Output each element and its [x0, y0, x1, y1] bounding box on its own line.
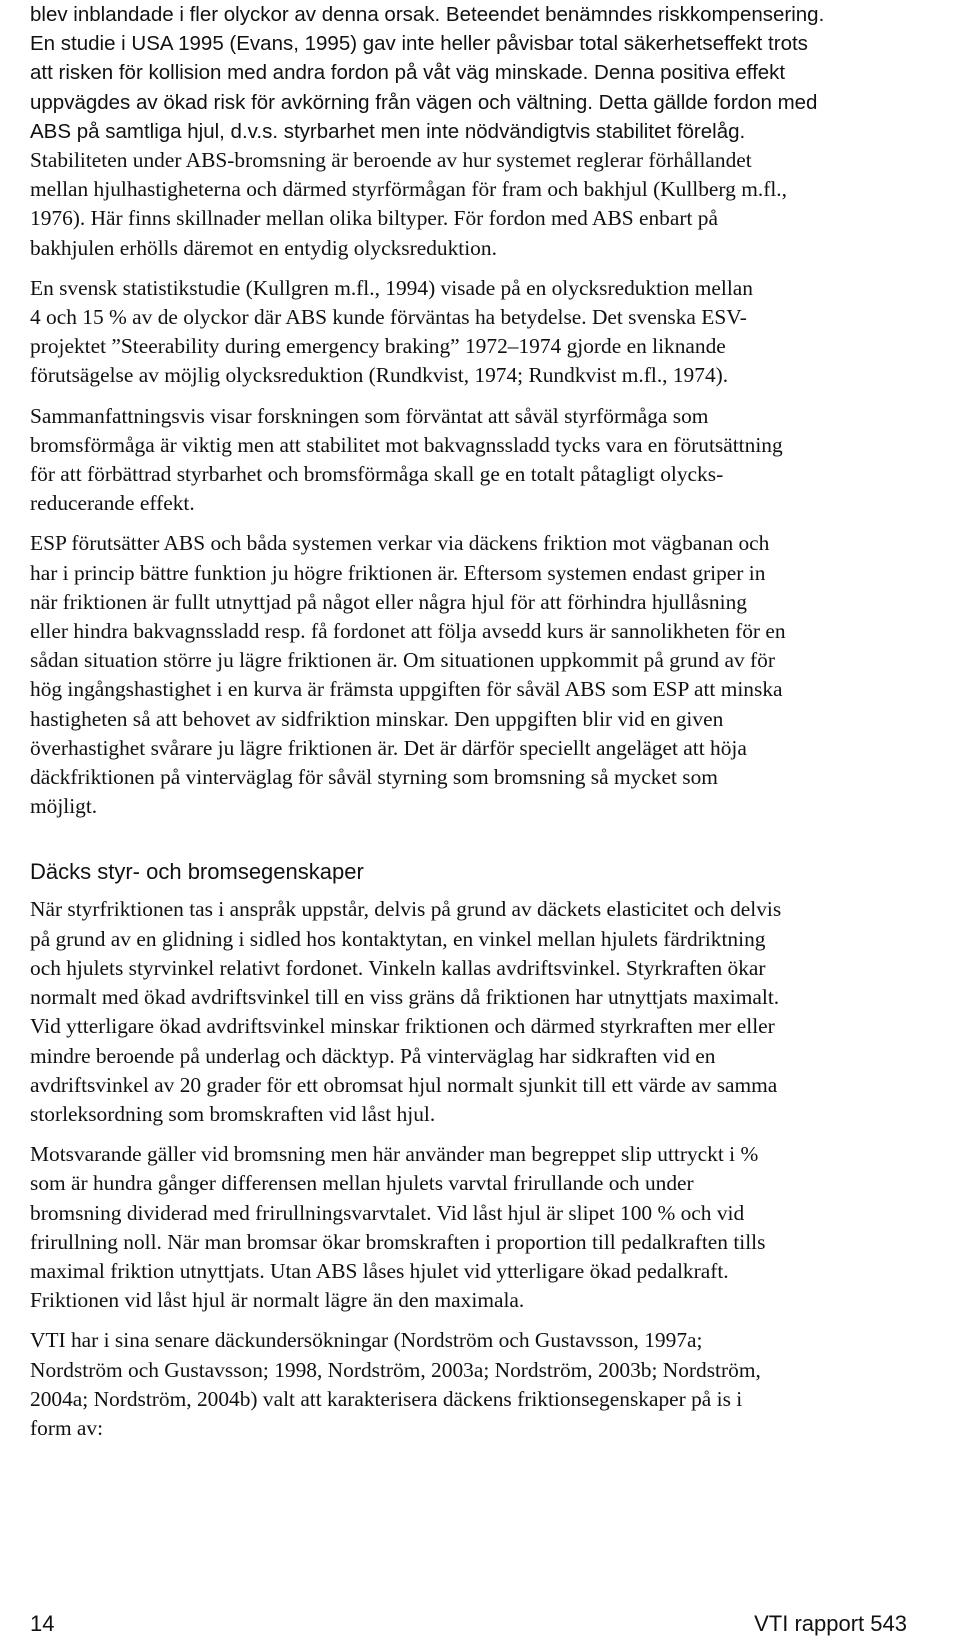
- section-heading: Däcks styr- och bromsegenskaper: [30, 859, 364, 885]
- text-segment: och hjulets styrvinkel relativt fordonet. Vinkeln kallas avdriftsvinkel. Styrkraften ökar: [30, 955, 766, 980]
- text-line: [30, 646, 935, 675]
- text-segment: maximal friktion utnyttjats. Utan ABS låses hjulet vid ytterligare ökad pedalkraft.: [30, 1258, 729, 1283]
- text-segment: överhastighet svårare ju lägre friktionen är. Det är därför speciellt angeläget att höja: [30, 735, 747, 760]
- text-line: [30, 431, 935, 460]
- text-segment: VTI har i sina senare däckundersökningar (Nordström och Gustavsson, 1997a;: [30, 1328, 703, 1353]
- text-segment: frirullning noll. När man bromsar ökar bromskraften i proportion till pedalkraften tills: [30, 1229, 766, 1254]
- paragraph: [30, 1140, 935, 1315]
- text-line: [30, 175, 935, 204]
- text-segment: ESP förutsätter ABS och båda systemen verkar via däckens friktion mot vägbanan och: [30, 531, 770, 556]
- text-segment: projektet ”Steerability during emergency braking” 1972–1974 gjorde en liknande: [30, 334, 726, 359]
- text-line: [30, 792, 935, 821]
- text-segment: bromsförmåga är viktig men att stabilitet mot bakvagnssladd tycks vara en förutsättning: [30, 432, 783, 457]
- text-line: [30, 1228, 935, 1257]
- paragraph: [30, 0, 935, 263]
- text-line: [30, 1356, 935, 1385]
- text-segment: uppvägdes av ökad risk för avkörning från vägen och vältning. Detta gällde fordon med: [30, 90, 818, 114]
- text-line: [30, 1012, 935, 1041]
- text-line: [30, 763, 935, 792]
- paragraph: [30, 402, 935, 519]
- text-segment: storleksordning som bromskraften vid låst hjul.: [30, 1101, 436, 1126]
- text-line: [30, 954, 935, 983]
- text-line: [30, 1414, 935, 1443]
- text-line: [30, 1071, 935, 1100]
- text-line: [30, 1169, 935, 1198]
- text-segment: som är hundra gånger differensen mellan hjulets varvtal frirullande och under: [30, 1171, 694, 1196]
- text-line: [30, 332, 935, 361]
- text-segment: möjligt.: [30, 794, 98, 819]
- text-line: [30, 529, 935, 558]
- text-line: [30, 559, 935, 588]
- text-line: [30, 1042, 935, 1071]
- text-segment: avdriftsvinkel av 20 grader för ett obromsat hjul normalt sjunkit till ett värde av samma: [30, 1072, 778, 1097]
- text-line: [30, 146, 935, 175]
- text-line: [30, 617, 935, 646]
- text-line: [30, 1257, 935, 1286]
- text-segment: mindre beroende på underlag och däcktyp. På vinterväglag har sidkraften vid en: [30, 1043, 716, 1068]
- text-line: [30, 361, 935, 390]
- text-line: [30, 705, 935, 734]
- body-text-section: [30, 0, 935, 821]
- text-line: [30, 1199, 935, 1228]
- text-segment: reducerande effekt.: [30, 491, 195, 516]
- text-line: [30, 460, 935, 489]
- text-line: [30, 1100, 935, 1129]
- text-segment: för att förbättrad styrbarhet och bromsförmåga skall ge en totalt påtagligt olycks-: [30, 462, 724, 487]
- text-line: [30, 58, 935, 87]
- paragraph: [30, 895, 935, 1129]
- text-segment: när friktionen är fullt utnyttjad på något eller några hjul för att förhindra hjullåsning: [30, 589, 747, 614]
- text-segment: Motsvarande gäller vid bromsning men här använder man begreppet slip uttryckt i %: [30, 1142, 759, 1167]
- paragraph: [30, 529, 935, 821]
- text-segment: förutsägelse av möjlig olycksreduktion (Rundkvist, 1974; Rundkvist m.fl., 1974).: [30, 363, 729, 388]
- text-line: [30, 274, 935, 303]
- text-segment: När styrfriktionen tas i anspråk uppstår, delvis på grund av däckets elasticitet och delvis: [30, 897, 782, 922]
- text-segment: Friktionen vid låst hjul är normalt lägre än den maximala.: [30, 1288, 525, 1313]
- text-segment: Stabiliteten under ABS-bromsning är beroende av hur systemet reglerar förhållandet: [30, 148, 752, 173]
- text-segment: hastigheten så att behovet av sidfriktion minskar. Den uppgiften blir vid en given: [30, 706, 724, 731]
- text-segment: 2004a; Nordström, 2004b) valt att karakterisera däckens friktionsegenskaper på is i: [30, 1386, 743, 1411]
- text-segment: på grund av en glidning i sidled hos kontaktytan, en vinkel mellan hjulets färdriktning: [30, 926, 766, 951]
- text-line: [30, 117, 935, 146]
- text-line: [30, 925, 935, 954]
- text-segment: mellan hjulhastigheterna och därmed styrförmågan för fram och bakhjul (Kullberg m.fl.,: [30, 177, 787, 202]
- paragraph: [30, 274, 935, 391]
- body-text-section-2: [30, 895, 935, 1443]
- text-line: [30, 29, 935, 58]
- text-segment: eller hindra bakvagnssladd resp. få fordonet att följa avsedd kurs är sannolikheten för en: [30, 619, 786, 644]
- text-segment: normalt med ökad avdriftsvinkel till en viss gräns då friktionen har utnyttjats maximalt.: [30, 985, 780, 1010]
- text-segment: Nordström och Gustavsson; 1998, Nordström, 2003a; Nordström, 2003b; Nordström,: [30, 1357, 761, 1382]
- text-line: [30, 1326, 935, 1355]
- text-line: [30, 489, 935, 518]
- text-segment: sådan situation större ju lägre friktionen är. Om situationen uppkommit på grund av för: [30, 648, 775, 673]
- text-segment: blev inblandade i fler olyckor av denna orsak. Beteendet benämndes riskkompensering.: [30, 3, 825, 26]
- text-line: [30, 675, 935, 704]
- page-number: 14: [30, 1611, 55, 1636]
- text-segment: Sammanfattningsvis visar forskningen som förväntat att såväl styrförmåga som: [30, 403, 709, 428]
- text-line: [30, 204, 935, 233]
- text-line: [30, 895, 935, 924]
- text-line: [30, 1385, 935, 1414]
- text-segment: hög ingångshastighet i en kurva är främsta uppgiften för såväl ABS som ESP att minska: [30, 677, 783, 702]
- text-segment: En svensk statistikstudie (Kullgren m.fl., 1994) visade på en olycksreduktion mellan: [30, 275, 753, 300]
- text-segment: ABS på samtliga hjul, d.v.s. styrbarhet men inte nödvändigtvis stabilitet förelåg.: [30, 119, 746, 143]
- report-label: VTI rapport 543: [754, 1611, 907, 1636]
- text-segment: har i princip bättre funktion ju högre friktionen är. Eftersom systemen endast griper in: [30, 560, 766, 585]
- text-line: [30, 1140, 935, 1169]
- paragraph: [30, 1326, 935, 1443]
- text-segment: Vid ytterligare ökad avdriftsvinkel minskar friktionen och därmed styrkraften mer eller: [30, 1014, 775, 1039]
- document-page: [30, 0, 935, 1454]
- text-segment: En studie i USA 1995 (Evans, 1995) gav inte heller påvisbar total säkerhetseffekt trots: [30, 32, 808, 56]
- text-line: [30, 1286, 935, 1315]
- text-segment: form av:: [30, 1415, 104, 1440]
- text-segment: att risken för kollision med andra fordon på våt väg minskade. Denna positiva effekt: [30, 61, 786, 85]
- text-line: [30, 402, 935, 431]
- text-line: [30, 983, 935, 1012]
- text-line: [30, 234, 935, 263]
- text-line: [30, 0, 935, 29]
- text-line: [30, 303, 935, 332]
- text-segment: 1976). Här finns skillnader mellan olika biltyper. För fordon med ABS enbart på: [30, 206, 718, 231]
- text-segment: 4 och 15 % av de olyckor där ABS kunde förväntas ha betydelse. Det svenska ESV-: [30, 305, 747, 330]
- text-segment: bakhjulen erhölls däremot en entydig olycksreduktion.: [30, 235, 497, 260]
- text-line: [30, 588, 935, 617]
- text-segment: däckfriktionen på vinterväglag för såväl styrning som bromsning så mycket som: [30, 765, 718, 790]
- text-line: [30, 88, 935, 117]
- text-line: [30, 734, 935, 763]
- text-segment: bromsning dividerad med frirullningsvarvtalet. Vid låst hjul är slipet 100 % och vid: [30, 1200, 745, 1225]
